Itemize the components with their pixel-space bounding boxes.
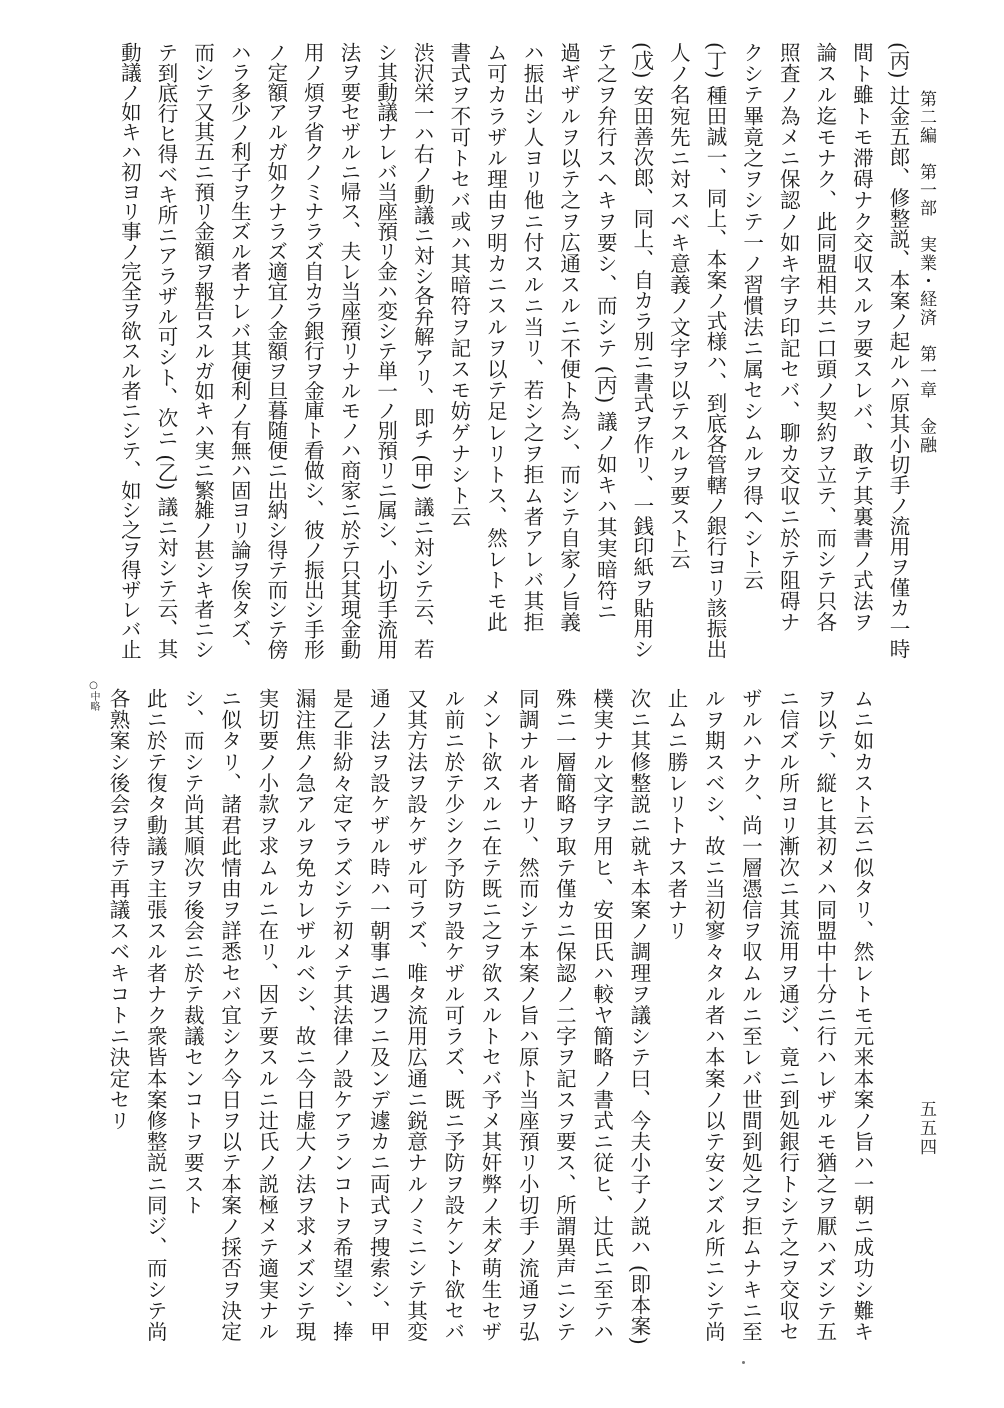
upper-text-line: 而シテ又其五ニ預リ金額ヲ報告スルガ如キハ実ニ繁雑ノ甚シキ者ニシ: [190, 42, 215, 659]
scan-speck: [742, 1361, 745, 1364]
lower-text-line: 此ニ於テ復タ動議ヲ主張スル者ナク衆皆本案修整説ニ同ジ、而シテ尚: [143, 688, 168, 1343]
upper-text-line: クシテ畢竟之ヲシテ一ノ習慣法ニ属セシムルヲ得ヘシト云: [739, 42, 764, 591]
lower-text-line: ニ似タリ、諸君此情由ヲ詳悉セバ宜シク今日ヲ以テ本案ノ採否ヲ決定: [217, 688, 242, 1343]
lower-text-line: 樸実ナル文字ヲ用ヒ、安田氏ハ較ヤ簡略ノ書式ニ従ヒ、辻氏ニ至テハ: [589, 688, 614, 1343]
upper-text-line: 照査ノ為メニ保認ノ如キ字ヲ印記セバ、聊カ交収ニ於テ阻碍ナ: [776, 42, 801, 633]
upper-text-line: ハ振出シ人ヨリ他ニ付スルニ当リ、若シ之ヲ拒ム者アレバ其拒: [520, 42, 544, 633]
lower-text-line: 次ニ其修整説ニ就キ本案ノ調理ヲ議シテ曰、今夫小子ノ説ハ (即本案): [626, 688, 651, 1346]
lower-text-line: 同調ナル者ナリ、然而シテ本案ノ旨ハ原ト当座預リ小切手ノ流通ヲ弘: [515, 688, 540, 1343]
lower-text-line: 通ノ法ヲ設ケザル時ハ一朝事ニ遇フニ及ンデ遽カニ両式ヲ捜索シ、甲: [366, 688, 391, 1343]
upper-text-line: 過ギザルヲ以テ之ヲ広通スルニ不便ト為シ、而シテ自家ノ旨義: [556, 42, 581, 633]
upper-text-line: シ其動議ナレバ当座預リ金ハ変シテ単一ノ別預リニ属シ、小切手流用: [373, 42, 398, 659]
upper-text-line: ノ定額アルガ如クナラズ適宜ノ金額ヲ旦暮随便ニ出納シ得テ而シテ傍: [263, 42, 288, 659]
upper-text-line: (丙) 辻金五郎、修整説、本案ノ起ルハ原其小切手ノ流用ヲ僅カ一時: [886, 42, 910, 660]
lower-text-line: ザルハナク、尚一層憑信ヲ収ムルニ至レバ世間到処之ヲ拒ムナキニ至: [738, 688, 763, 1343]
lower-text-line: ルヲ期スベシ、故ニ当初寥々タル者ハ本案ノ以テ安ンズル所ニシテ尚: [701, 688, 726, 1343]
running-head: 第二編 第一部 実業・経済 第一章 金融: [916, 90, 936, 454]
lower-text-line: ヲ以テ、縦ヒ其初メハ同盟中十分ニ行ハレザルモ猶之ヲ厭ハズシテ五: [812, 688, 837, 1343]
upper-text-line: ム可カラザル理由ヲ明カニスルヲ以テ足レリトス、然レトモ此: [483, 42, 508, 633]
lower-text-line: 実切要ノ小款ヲ求ムルニ在リ、因テ要スルニ辻氏ノ説極メテ適実ナル: [254, 688, 279, 1343]
upper-text-line: 用ノ煩ヲ省クノミナラズ自カラ銀行ヲ金庫ト看做シ、彼ノ振出シ手形: [300, 42, 325, 659]
upper-text-line: 動議ノ如キハ初ヨリ事ノ完全ヲ欲スル者ニシテ、如シ之ヲ得ザレバ止: [117, 42, 142, 659]
upper-text-line: 論スル迄モナク、此同盟相共ニ口頭ノ契約ヲ立テ、而シテ只各: [812, 42, 837, 633]
upper-text-line: 人ノ名宛先ニ対スベキ意義ノ文字ヲ以テスルヲ要スト云: [666, 42, 691, 570]
lower-text-line: 漏注焦ノ急アルヲ免カレザルベシ、故ニ今日虚大ノ法ヲ求メズシテ現: [292, 688, 316, 1343]
upper-text-line: 渋沢栄一ハ右ノ動議ニ対シ各弁解アリ、即チ (甲) 議ニ対シテ云、若: [410, 42, 435, 659]
lower-text-line: シ、而シテ尚其順次ヲ後会ニ於テ裁議センコトヲ要スト: [180, 688, 205, 1216]
upper-text-line: 書式ヲ不可トセバ或ハ其暗符ヲ記スモ妨ゲナシト云: [446, 42, 471, 528]
upper-text-line: ハラ多少ノ利子ヲ生ズル者ナレバ其便利ノ有無ハ固ヨリ論ヲ俟タズ、: [227, 42, 252, 659]
lower-text-line: 殊ニ一層簡略ヲ取テ僅カニ保認ノ二字ヲ記スヲ要ス、所謂異声ニシテ: [552, 688, 577, 1343]
lower-text-line: ムニ如カスト云ニ似タリ、然レトモ元来本案ノ旨ハ一朝ニ成功シ難キ: [850, 688, 874, 1343]
page-number: 五五四: [916, 1100, 936, 1157]
upper-text-line: (戊) 安田善次郎、同上、自カラ別ニ書式ヲ作リ、一銭印紙ヲ貼用シ: [629, 42, 654, 660]
lower-text-line: 又其方法ヲ設ケザル可ラズ、唯タ流用広通ニ鋭意ナルノミニシテ其変: [403, 688, 428, 1343]
lower-text-line: ル前ニ於テ少シク予防ヲ設ケザル可ラズ、既ニ予防ヲ設ケント欲セバ: [440, 688, 465, 1343]
lower-text-line: メント欲スルニ在テ既ニ之ヲ欲スルトセバ予メ其奸弊ノ未ダ萌生セザ: [478, 688, 502, 1343]
lower-text-line: 是乙非紛々定マラズシテ初メテ其法律ノ設ケアランコトヲ希望シ、捧: [329, 688, 354, 1343]
lower-text-line: ニ信ズル所ヨリ漸次ニ其流用ヲ通ジ、竟ニ到処銀行トシテ之ヲ交収セ: [775, 688, 800, 1343]
upper-text-line: 法ヲ要セザルニ帰ス、夫レ当座預リナルモノハ商家ニ於テ只其現金動: [337, 42, 361, 659]
lower-text-line: 各熟案シ後会ヲ待テ再議スベキコトニ決定セリ: [106, 688, 130, 1132]
upper-text-line: (丁) 種田誠一、同上、本案ノ式様ハ、到底各管轄ノ銀行ヨリ該振出: [703, 42, 727, 660]
upper-text-line: 間ト雖トモ滞碍ナク交収スルヲ要スレバ、敢テ其裏書ノ式法ヲ: [849, 42, 874, 633]
lower-text-line: 止ムニ勝レリトナス者ナリ: [664, 688, 688, 942]
upper-text-line: テ到底行ヒ得ベキ所ニアラザル可シト、次ニ (乙) 議ニ対シテ云、其: [154, 42, 178, 659]
upper-text-line: テ之ヲ弁行スヘキヲ要シ、而シテ (丙) 議ノ如キハ其実暗符ニ: [593, 42, 618, 623]
footnote: ○中略: [88, 680, 99, 711]
